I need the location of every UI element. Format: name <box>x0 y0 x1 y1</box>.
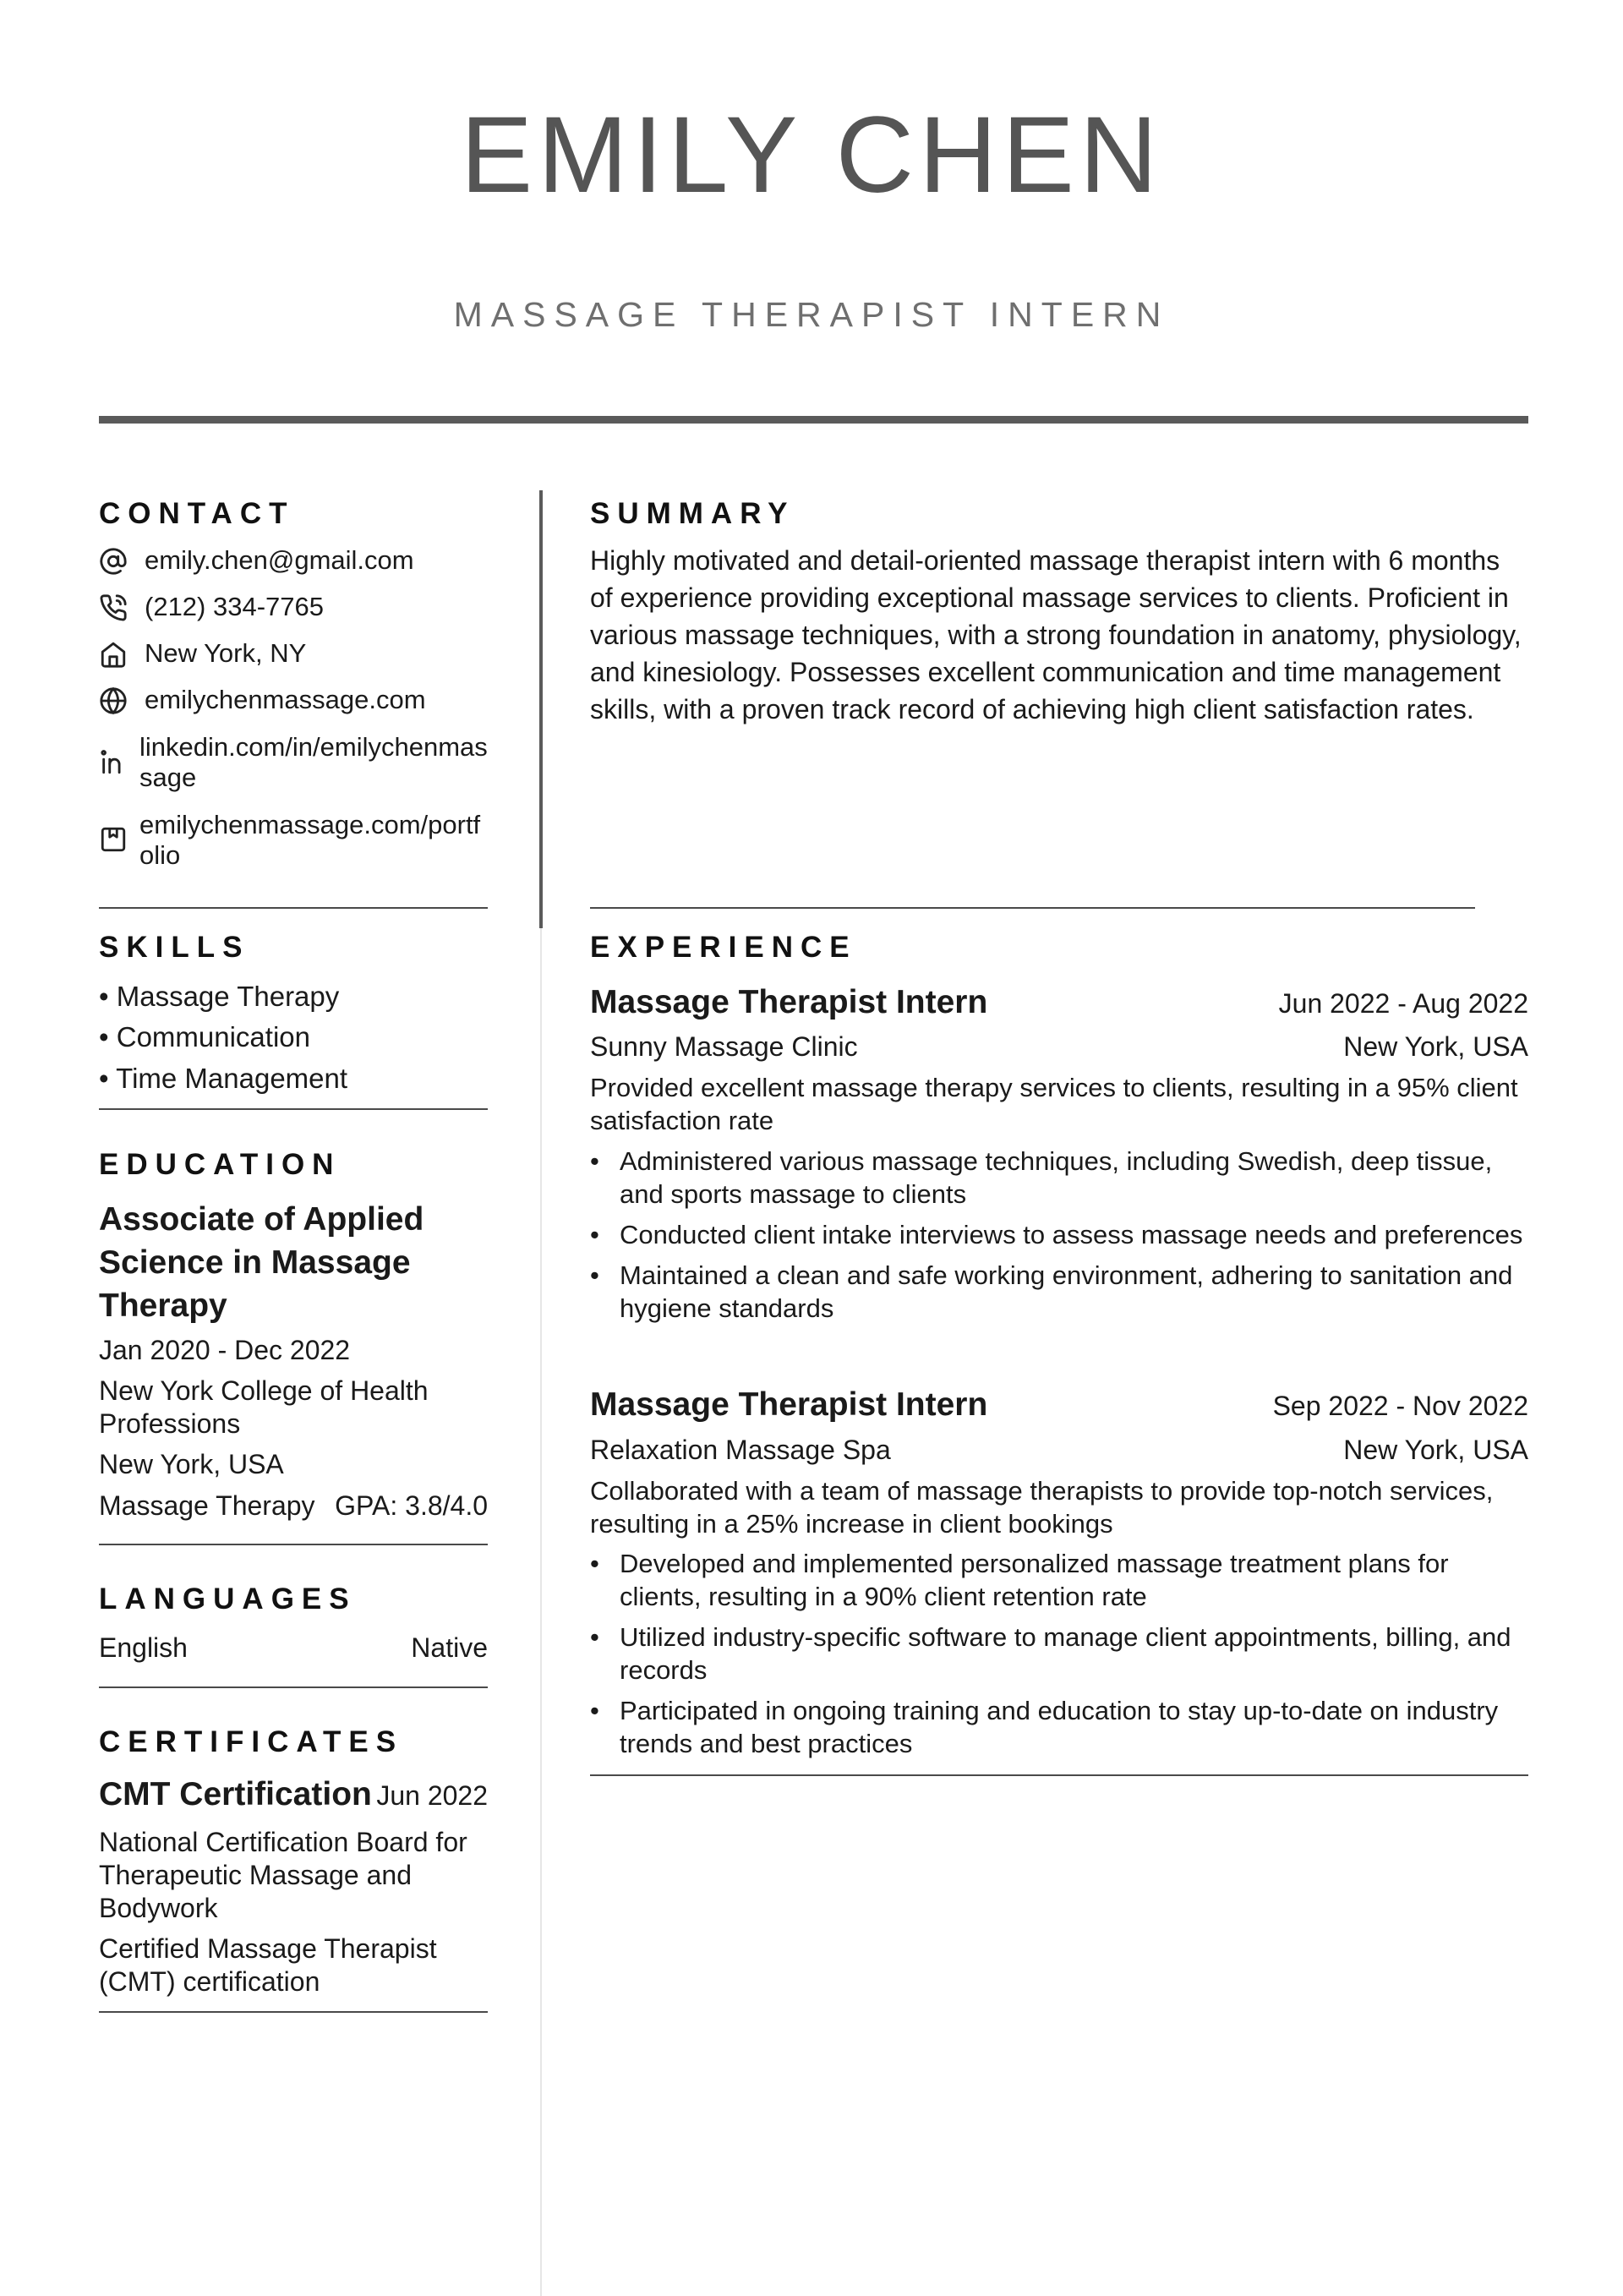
header-divider <box>99 416 1528 424</box>
job-dates: Jun 2022 - Aug 2022 <box>1278 988 1528 1019</box>
experience-heading: EXPERIENCE <box>590 931 857 964</box>
certificates-heading: CERTIFICATES <box>99 1725 404 1758</box>
at-icon <box>99 547 128 576</box>
contact-divider <box>99 907 488 909</box>
job-title-heading: MASSAGE THERAPIST INTERN <box>453 295 1170 334</box>
job-bullet: • Utilized industry-specific software to manage client appointments, billing, and records <box>590 1622 1511 1685</box>
language-name: English <box>99 1632 188 1663</box>
contact-portfolio-text: emilychenmassage.com/portfolio <box>139 810 481 870</box>
home-icon <box>99 640 128 669</box>
skill-item: • Time Management <box>99 1063 348 1094</box>
job-header <box>590 1388 1528 1421</box>
languages-divider <box>99 1686 488 1688</box>
job-bullets <box>590 1547 1528 1760</box>
job-company: Relaxation Massage Spa <box>590 1435 891 1465</box>
contact-linkedin-text: linkedin.com/in/emilychenmassage <box>139 732 488 792</box>
job-bullet: • Administered various massage techniques, including Swedish, deep tissue, and sports massage to clients <box>590 1146 1493 1209</box>
contact-linkedin[interactable] <box>99 732 496 793</box>
phone-icon <box>99 593 128 622</box>
certificate-issuer: National Certification Board for Therapeutic Massage and Bodywork <box>99 1827 467 1923</box>
column-divider-light <box>540 928 542 2296</box>
skill-item: • Communication <box>99 1021 310 1052</box>
job-title: Massage Therapist Intern <box>590 1386 988 1423</box>
education-gpa: GPA: 3.8/4.0 <box>335 1490 488 1521</box>
job-location: New York, USA <box>1343 1435 1528 1465</box>
education-school: New York College of Health Professions <box>99 1375 429 1439</box>
languages-heading: LANGUAGES <box>99 1583 357 1615</box>
skill-label: Communication <box>116 1021 310 1052</box>
job-bullet: • Participated in ongoing training and education to stay up-to-date on industry trends and best practices <box>590 1696 1499 1758</box>
contact-heading: CONTACT <box>99 497 295 530</box>
contact-location-text: New York, NY <box>145 638 307 668</box>
education-field-row <box>99 1490 488 1522</box>
contact-email[interactable] <box>99 545 488 576</box>
skill-label: Massage Therapy <box>116 981 340 1012</box>
skills-heading: SKILLS <box>99 931 250 964</box>
globe-icon <box>99 686 128 715</box>
contact-phone[interactable] <box>99 592 488 622</box>
contact-email-text: emily.chen@gmail.com <box>145 545 414 575</box>
language-level: Native <box>411 1632 488 1663</box>
education-heading: EDUCATION <box>99 1148 342 1181</box>
education-divider <box>99 1544 488 1545</box>
job-company: Sunny Massage Clinic <box>590 1031 858 1062</box>
job-bullet: • Conducted client intake interviews to assess massage needs and preferences <box>590 1220 1523 1249</box>
contact-website-text: emilychenmassage.com <box>145 685 426 714</box>
portfolio-icon <box>99 825 128 854</box>
summary-divider <box>590 907 1475 909</box>
candidate-name: EMILY CHEN <box>460 95 1163 216</box>
education-dates: Jan 2020 - Dec 2022 <box>99 1335 351 1365</box>
skill-item: • Massage Therapy <box>99 981 340 1012</box>
education-degree: Associate of Applied Science in Massage Therapy <box>99 1201 424 1324</box>
job-description: Collaborated with a team of massage therapists to provide top-notch services, resulting in a 25% increase in client bookings <box>590 1476 1494 1539</box>
job-company-row <box>590 1033 1528 1060</box>
certificate-date: Jun 2022 <box>376 1780 488 1811</box>
contact-location <box>99 638 488 669</box>
certificates-divider <box>99 2011 488 2013</box>
education-field: Massage Therapy <box>99 1490 315 1521</box>
column-divider <box>539 490 543 928</box>
job-company-row <box>590 1436 1528 1463</box>
skills-divider <box>99 1108 488 1110</box>
job-description: Provided excellent massage therapy services to clients, resulting in a 95% client satisfaction rate <box>590 1073 1518 1135</box>
linkedin-icon <box>99 747 128 776</box>
job-bullet: • Maintained a clean and safe working environment, adhering to sanitation and hygiene standards <box>590 1260 1513 1323</box>
job-header <box>590 986 1528 1019</box>
contact-phone-text: (212) 334-7765 <box>145 592 324 621</box>
education-location: New York, USA <box>99 1449 284 1479</box>
job-location: New York, USA <box>1343 1031 1528 1062</box>
job-title: Massage Therapist Intern <box>590 984 988 1020</box>
experience-divider <box>590 1774 1528 1776</box>
summary-text: Highly motivated and detail-oriented massage therapist intern with 6 months of experience providing exceptional massage services to clients. Proficient in various massage techniques, with a strong foundation in anatomy, physiology, and kinesiology. Possesses excellent communication and time management skills, with a proven track record of achieving high client satisfaction rates. <box>590 545 1522 724</box>
skill-label: Time Management <box>116 1063 348 1094</box>
job-bullet: • Developed and implemented personalized massage treatment plans for clients, resulting in a 90% client retention rate <box>590 1549 1449 1611</box>
job-bullets <box>590 1145 1528 1325</box>
certificate-description: Certified Massage Therapist (CMT) certification <box>99 1933 437 1997</box>
certificate-title-row <box>99 1778 488 1811</box>
job-dates: Sep 2022 - Nov 2022 <box>1272 1391 1528 1421</box>
language-row <box>99 1632 488 1665</box>
summary-heading: SUMMARY <box>590 497 795 530</box>
contact-website[interactable] <box>99 685 488 715</box>
certificate-name: CMT Certification <box>99 1776 372 1812</box>
contact-portfolio[interactable] <box>99 810 496 871</box>
